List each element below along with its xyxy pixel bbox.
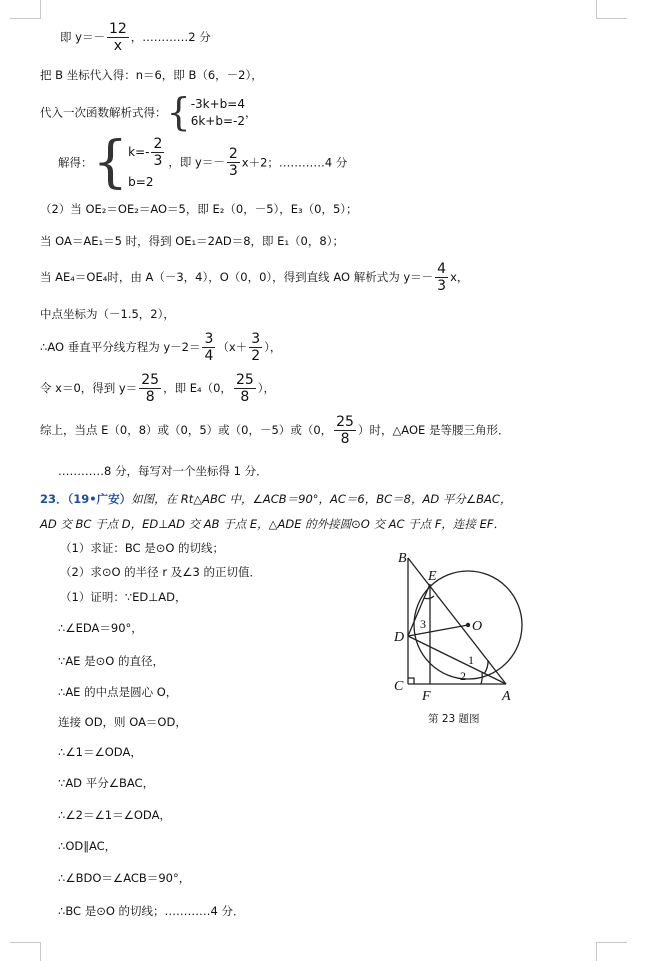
fraction-3-4 bbox=[202, 332, 215, 363]
solution-b: b=2 bbox=[128, 174, 154, 189]
label-d: D bbox=[394, 630, 405, 645]
figure-caption: 第 23 题图 bbox=[428, 713, 480, 725]
question-23-text-1: 如图，在 Rt△ABC 中，∠ACB＝90°，AC＝6，BC＝8，AD 平分∠BAC， bbox=[131, 492, 512, 506]
question-23-line-2: AD 交 BC 于点 D，ED⊥AD 交 AB 于点 E，△ADE 的外接圆⊙O 交 AC 于点 F，连接 EF． bbox=[40, 517, 505, 531]
line-9 bbox=[40, 332, 281, 363]
line-9-suffix: ）， bbox=[264, 340, 282, 354]
label-a: A bbox=[502, 689, 511, 704]
fraction-denominator: 4 bbox=[204, 348, 214, 364]
fraction-25-8-b bbox=[234, 373, 256, 404]
line-10-suffix: ）， bbox=[257, 381, 276, 395]
line-6: 当 OA＝AE₁＝5 时，得到 OE₁＝2AD＝8，即 E₁（0，8）； bbox=[40, 234, 344, 248]
line-3 bbox=[40, 92, 256, 134]
line-9-prefix: ∴AO 垂直平分线方程为 y－2＝ bbox=[40, 340, 201, 354]
equation-system bbox=[191, 98, 245, 128]
fraction-denominator: 8 bbox=[240, 389, 250, 405]
fraction-25-8 bbox=[139, 373, 161, 404]
label-angle-3: 3 bbox=[420, 617, 426, 631]
fraction-numerator: 25 bbox=[141, 372, 160, 388]
label-c: C bbox=[394, 679, 404, 694]
line-7-prefix: 当 AE₄＝OE₄时，由 A（－3，4），O（0，0），得到直线 AO 解析式为 y＝－ bbox=[40, 270, 434, 284]
fraction-numerator: 2 bbox=[153, 135, 163, 152]
line-11 bbox=[40, 415, 509, 446]
label-o: O bbox=[472, 619, 483, 634]
label-angle-2: 2 bbox=[460, 669, 466, 683]
segment-de bbox=[408, 584, 430, 636]
fraction-12-x bbox=[107, 22, 129, 53]
question-23-part-2: （2）求⊙O 的半径 r 及∠3 的正切值． bbox=[60, 565, 261, 579]
line-4 bbox=[58, 132, 347, 194]
fraction-numerator: 2 bbox=[228, 146, 238, 163]
angle-1-arc bbox=[484, 660, 488, 674]
fraction-numerator: 3 bbox=[204, 331, 214, 347]
fraction-numerator: 25 bbox=[336, 414, 354, 430]
solution-step-8: ∴∠2＝∠1＝∠ODA， bbox=[58, 808, 171, 822]
fraction-denominator: 3 bbox=[228, 163, 238, 180]
line-7 bbox=[40, 262, 468, 293]
line-11-prefix: 综上，当点 E（0，8）或（0，5）或（0，－5）或（0， bbox=[40, 423, 333, 437]
solution-step-7: ∵AD 平分∠BAC， bbox=[58, 776, 155, 790]
question-23-line-1 bbox=[40, 493, 511, 506]
fraction-denominator: 8 bbox=[145, 389, 155, 405]
fraction-3-2 bbox=[249, 332, 262, 363]
line-8: 中点坐标为（－1.5，2）， bbox=[40, 307, 175, 321]
fraction-denominator: 2 bbox=[251, 348, 261, 364]
fraction-denominator: 8 bbox=[340, 431, 350, 447]
solution-k bbox=[128, 137, 166, 168]
line-5: （2）当 OE₂＝OE₂＝AO＝5，即 E₂（0，－5），E₃（0，5）； bbox=[40, 202, 358, 216]
line-2: 把 B 坐标代入得：n＝6，即 B（6，－2）， bbox=[40, 68, 263, 82]
fraction-25-8-c bbox=[334, 415, 356, 446]
fraction-denominator: x bbox=[113, 38, 123, 54]
line-10-mid: ，即 E₄（0， bbox=[163, 381, 232, 395]
fraction-numerator: 12 bbox=[108, 21, 127, 37]
label-angle-1: 1 bbox=[468, 653, 474, 667]
line-10-prefix: 令 x＝0，得到 y＝ bbox=[40, 381, 138, 395]
line-3-prefix: 代入一次函数解析式得： bbox=[40, 105, 167, 120]
question-23-heading: 23．（19•广安） bbox=[40, 492, 132, 506]
angle-2-arc bbox=[481, 673, 482, 684]
k-lhs: k=- bbox=[128, 144, 150, 159]
brace-symbol: { bbox=[92, 130, 129, 195]
solution-step-5: 连接 OD，则 OA＝OD， bbox=[58, 715, 187, 729]
fraction-2-3 bbox=[151, 137, 164, 168]
solution-system bbox=[128, 137, 166, 189]
geometry-figure bbox=[384, 548, 544, 708]
right-angle-mark bbox=[408, 678, 414, 684]
segment-da bbox=[408, 636, 506, 684]
crop-mark-top-right bbox=[596, 0, 627, 19]
fraction-denominator: 3 bbox=[153, 152, 163, 169]
label-e: E bbox=[428, 569, 437, 584]
brace-symbol: { bbox=[166, 90, 191, 134]
center-point bbox=[466, 623, 470, 627]
line-11-suffix: ）时，△AOE 是等腰三角形． bbox=[357, 423, 510, 437]
line-7-suffix: x， bbox=[450, 270, 469, 284]
crop-mark-bottom-left bbox=[10, 942, 41, 961]
crop-mark-top-left bbox=[10, 0, 41, 19]
solution-step-9: ∴OD∥AC， bbox=[58, 839, 117, 853]
line-1-prefix: 即 y＝－ bbox=[60, 30, 105, 44]
solution-step-3: ∵AE 是⊙O 的直径， bbox=[58, 654, 164, 668]
solution-step-6: ∴∠1＝∠ODA， bbox=[58, 745, 142, 759]
equation-2: 6k+b=-2 bbox=[190, 113, 245, 128]
line-10 bbox=[40, 373, 275, 404]
line-4-mid: ，即 y＝－ bbox=[168, 155, 225, 170]
label-f: F bbox=[422, 689, 431, 704]
solution-step-4: ∴AE 的中点是圆心 O， bbox=[58, 685, 178, 699]
line-9-mid: （x＋ bbox=[217, 340, 248, 354]
solution-step-2: ∴∠EDA＝90°， bbox=[58, 621, 143, 635]
angle-3-arc bbox=[424, 596, 434, 599]
fraction-numerator: 3 bbox=[251, 331, 261, 347]
line-4-prefix: 解得： bbox=[58, 155, 93, 170]
fraction-denominator: 3 bbox=[437, 278, 447, 294]
fraction-4-3 bbox=[435, 262, 448, 293]
line-4-suffix: x＋2；…………4 分 bbox=[241, 155, 348, 170]
line-3-comma: ， bbox=[244, 105, 257, 120]
equation-1: -3k+b=4 bbox=[190, 96, 245, 111]
segment-do bbox=[408, 625, 468, 636]
question-23-part-1: （1）求证：BC 是⊙O 的切线； bbox=[60, 541, 225, 555]
fraction-2-3-b bbox=[227, 147, 240, 178]
fraction-numerator: 4 bbox=[437, 261, 447, 277]
line-1 bbox=[60, 22, 211, 53]
fraction-numerator: 25 bbox=[235, 372, 254, 388]
solution-step-10: ∴∠BDO＝∠ACB＝90°， bbox=[58, 871, 191, 885]
solution-step-1: （1）证明：∵ED⊥AD， bbox=[60, 590, 187, 604]
crop-mark-bottom-right bbox=[596, 942, 627, 961]
solution-step-11: ∴BC 是⊙O 的切线；…………4 分． bbox=[58, 904, 245, 918]
label-b: B bbox=[398, 551, 407, 566]
line-1-suffix: ，…………2 分 bbox=[130, 30, 211, 44]
line-12: …………8 分，每写对一个坐标得 1 分． bbox=[58, 464, 268, 478]
